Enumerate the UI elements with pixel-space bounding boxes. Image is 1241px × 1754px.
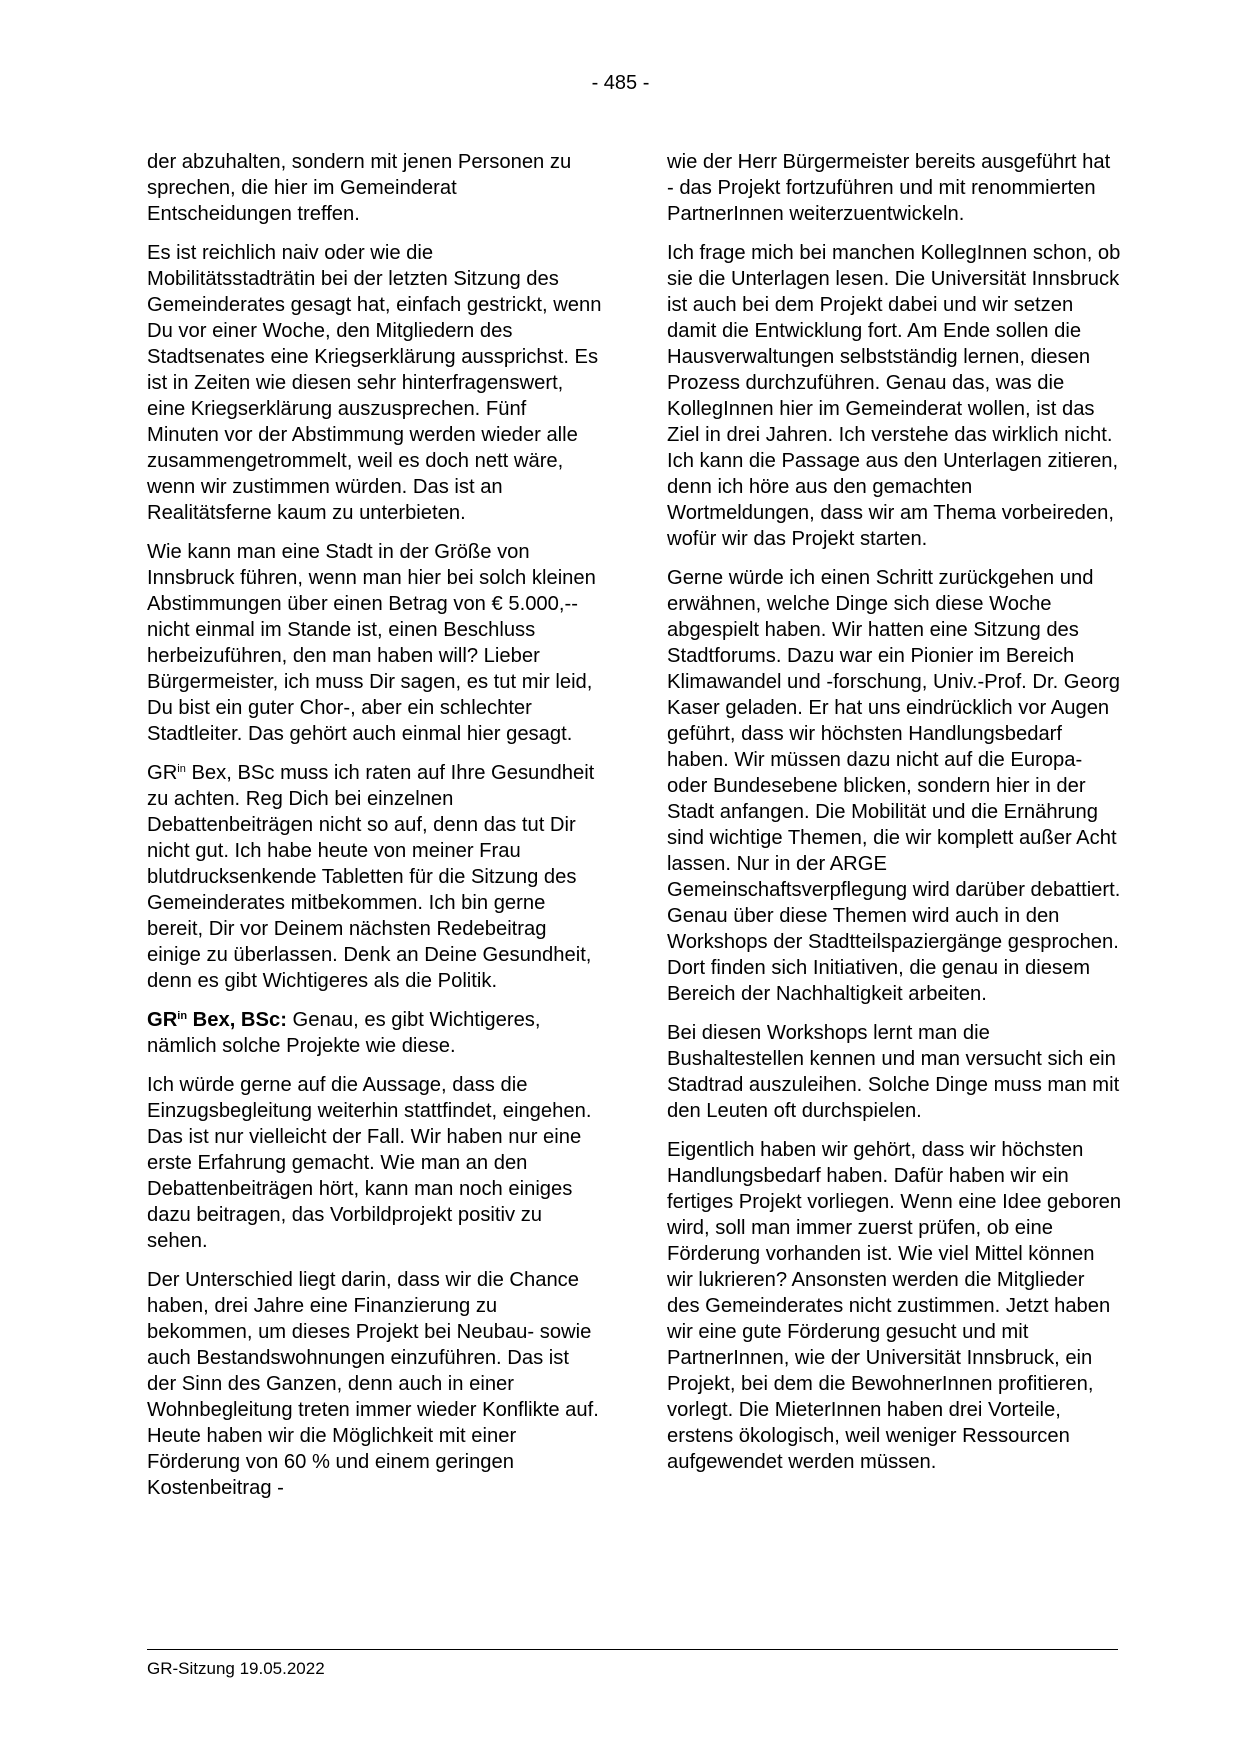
paragraph: wie der Herr Bürgermeister bereits ausgeführt hat - das Projekt fortzuführen und mit renommierten PartnerInnen weiterzuentwickeln. [667, 151, 1111, 225]
paragraph: Der Unterschied liegt darin, dass wir die Chance haben, drei Jahre eine Finanzierung zu bekommen, um dieses Projekt bei Neubau- sowie auch Bestandswohnungen einzuführen. Das ist der Sinn des Ganzen, denn auch in einer Wohnbegleitung treten immer wieder Konflikte auf. Heute haben wir die Möglichkeit mit einer Förderung von 60 % und einem geringen Kostenbeitrag - [147, 1269, 599, 1499]
page-number: - 485 - [591, 72, 650, 94]
council-title-suffix: in [177, 763, 186, 775]
paragraph: Gerne würde ich einen Schritt zurückgehen und erwähnen, welche Dinge sich diese Woche abgespielt haben. Wir hatten eine Sitzung des Stadtforums. Dazu war ein Pionier im Bereich Klimawandel und -forschung, Univ.-Prof. Dr. Georg Kaser geladen. Er hat uns eindrücklich vor Augen geführt, dass wir höchsten Handlungsbedarf haben. Wir müssen dazu nicht auf die Europa- oder Bundesebene blicken, sondern hier in der Stadt anfangen. Die Mobilität und die Ernährung sind wichtige Themen, die wir komplett außer Acht lassen. Nur in der ARGE Gemeinschaftsverpflegung wird darüber debattiert. Genau über diese Themen wird auch in den Workshops der Stadtteilspaziergänge gesprochen. Dort finden sich Initiativen, die genau in diesem Bereich der Nachhaltigkeit arbeiten. [667, 567, 1121, 1005]
paragraph: Ich frage mich bei manchen KollegInnen schon, ob sie die Unterlagen lesen. Die Universität Innsbruck ist auch bei dem Projekt dabei und wir setzen damit die Entwicklung fort. Am Ende sollen die Hausverwaltungen selbstständig lernen, diesen Prozess durchzuführen. Genau das, was die KollegInnen hier im Gemeinderat wollen, ist das Ziel in drei Jahren. Ich verstehe das wirklich nicht. Ich kann die Passage aus den Unterlagen zitieren, denn ich höre aus den gemachten Wortmeldungen, dass wir am Thema vorbeireden, wofür wir das Projekt starten. [667, 242, 1121, 550]
council-title: GR [147, 762, 178, 784]
paragraph: Es ist reichlich naiv oder wie die Mobilitätsstadträtin bei der letzten Sitzung des Gemeinderates gesagt hat, einfach gestrickt, wenn Du vor einer Woche, den Mitgliedern des Stadtsenates eine Kriegserklärung aussprichst. Es ist in Zeiten wie diesen sehr hinterfragenswert, eine Kriegserklärung auszusprechen. Fünf Minuten vor der Abstimmung werden wieder alle zusammengetrommelt, weil es doch nett wäre, wenn wir zustimmen würden. Das ist an Realitätsferne kaum zu unterbieten. [147, 242, 602, 524]
speaker-title: GR [147, 1009, 178, 1031]
paragraph-text: Genau, es gibt Wichtigeres, nämlich solche Projekte wie diese. [147, 1009, 541, 1057]
speaker-title-suffix: in [177, 1010, 188, 1022]
paragraph: Ich würde gerne auf die Aussage, dass die Einzugsbegleitung weiterhin stattfindet, eingehen. Das ist nur vielleicht der Fall. Wir haben nur eine erste Erfahrung gemacht. Wie man an den Debattenbeiträgen hört, kann man noch einiges dazu beitragen, das Vorbildprojekt positiv zu sehen. [147, 1074, 592, 1252]
left-column [147, 149, 602, 1514]
speaker-label [147, 1009, 287, 1031]
paragraph-text: Bex, BSc muss ich raten auf Ihre Gesundheit zu achten. Reg Dich bei einzelnen Debattenbeiträgen nicht so auf, denn das tut Dir nicht gut. Ich habe heute von meiner Frau blutdrucksenkende Tabletten für die Sitzung des Gemeinderates mitbekommen. Ich bin gerne bereit, Dir vor Deinem nächsten Redebeitrag einige zu überlassen. Denk an Deine Gesundheit, denn es gibt Wichtigeres als die Politik. [147, 762, 595, 992]
paragraph: der abzuhalten, sondern mit jenen Personen zu sprechen, die hier im Gemeinderat Entscheidungen treffen. [147, 151, 572, 225]
paragraph: Wie kann man eine Stadt in der Größe von Innsbruck führen, wenn man hier bei solch kleinen Abstimmungen über einen Betrag von € 5.000,-- nicht einmal im Stande ist, einen Beschluss herbeizuführen, den man haben will? Lieber Bürgermeister, ich muss Dir sagen, es tut mir leid, Du bist ein guter Chor-, aber ein schlechter Stadtleiter. Das gehört auch einmal hier gesagt. [147, 541, 596, 745]
footer-session-date: GR-Sitzung 19.05.2022 [147, 1659, 325, 1678]
speaker-name: Bex, BSc: [187, 1009, 287, 1031]
footer-divider [147, 1649, 1118, 1650]
paragraph [147, 760, 602, 994]
right-column [667, 149, 1122, 1488]
paragraph: Bei diesen Workshops lernt man die Bushaltestellen kennen und man versucht sich ein Stadtrad auszuleihen. Solche Dinge muss man mit den Leuten oft durchspielen. [667, 1022, 1120, 1122]
paragraph: Eigentlich haben wir gehört, dass wir höchsten Handlungsbedarf haben. Dafür haben wir ein fertiges Projekt vorliegen. Wenn eine Idee geboren wird, soll man immer zuerst prüfen, ob eine Förderung vorhanden ist. Wie viel Mittel können wir lukrieren? Ansonsten werden die Mitglieder des Gemeinderates nicht zustimmen. Jetzt haben wir eine gute Förderung gesucht und mit PartnerInnen, wie der Universität Innsbruck, ein Projekt, bei dem die BewohnerInnen profitieren, vorlegt. Die MieterInnen haben drei Vorteile, erstens ökologisch, weil weniger Ressourcen aufgewendet werden müssen. [667, 1139, 1122, 1473]
speaker-paragraph [147, 1007, 602, 1059]
